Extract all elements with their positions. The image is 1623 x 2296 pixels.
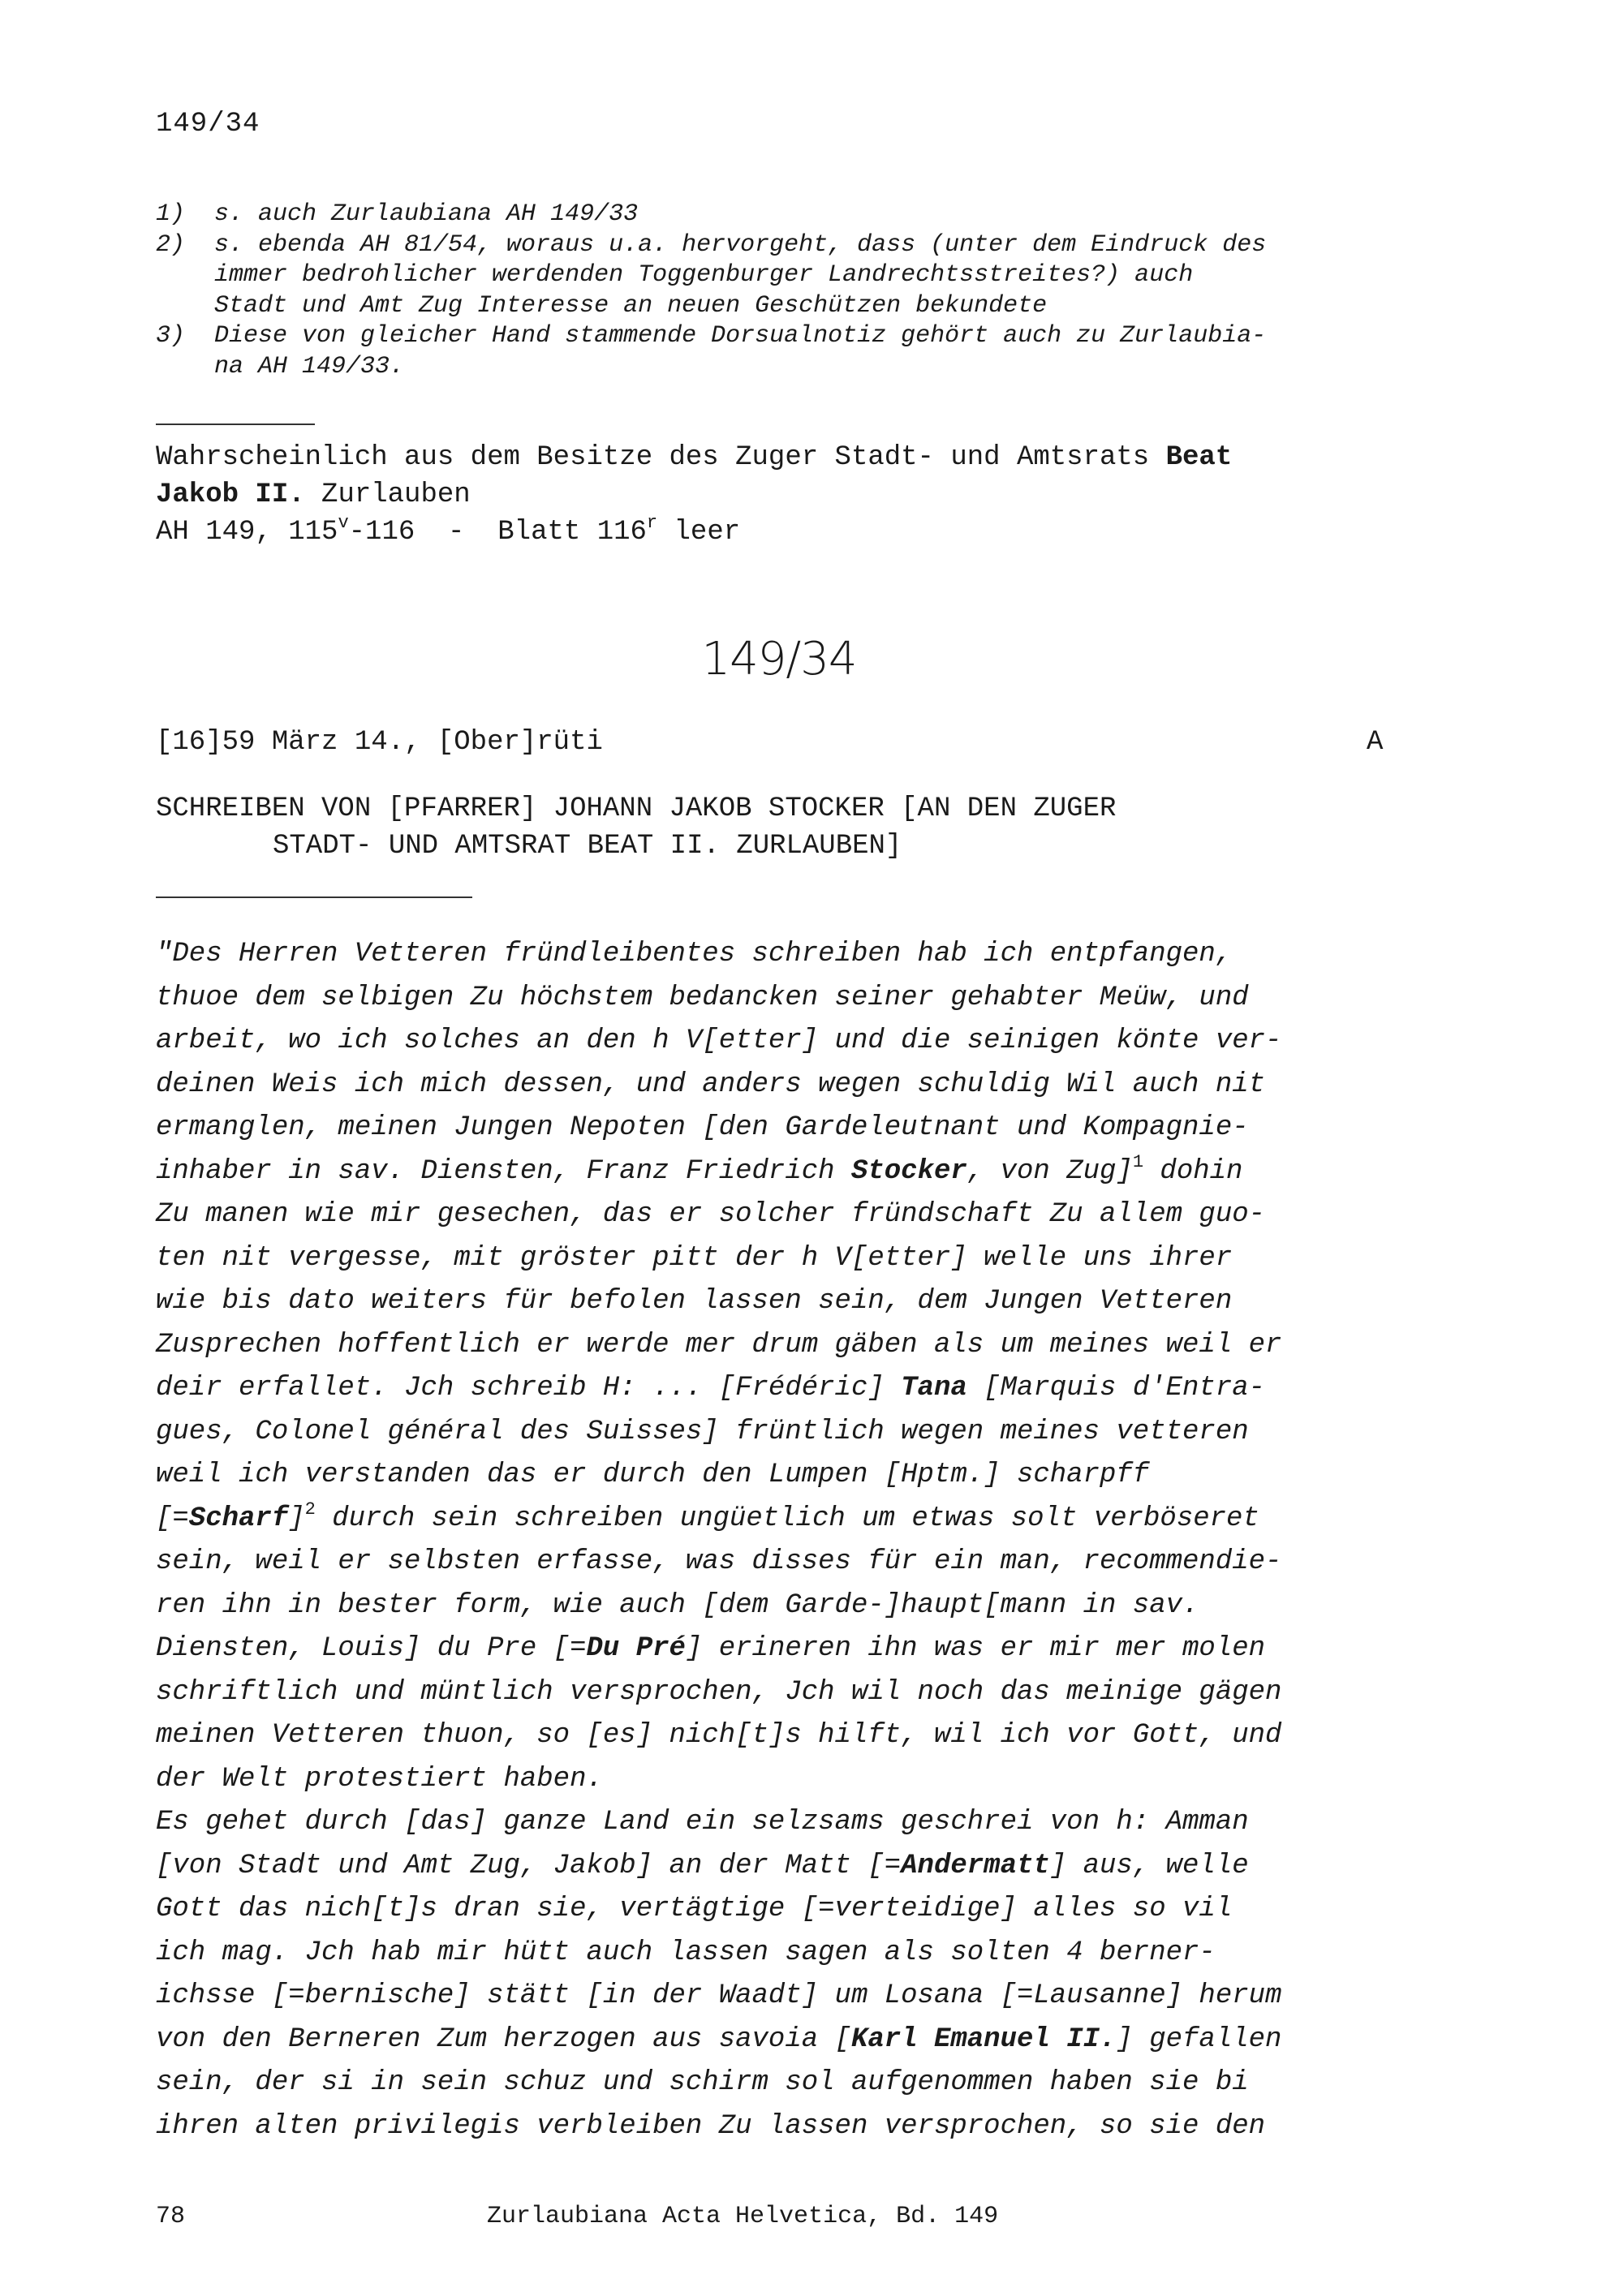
footnote [156, 230, 1422, 322]
transcription-line [156, 1627, 1422, 1671]
text-segment: [von Stadt und Amt Zug, Jakob] an der Matt [= [156, 1850, 902, 1881]
transcription-line [156, 1584, 1422, 1628]
text-segment: inhaber in sav. Diensten, Franz Friedrich [156, 1155, 851, 1187]
transcription-line [156, 933, 1422, 977]
text-segment: der Welt protestiert haben. [156, 1763, 603, 1795]
transcription-line [156, 1107, 1422, 1150]
provenance-text: Zurlauben [304, 479, 471, 510]
text-segment: thuoe dem selbigen Zu höchstem bedancken seiner gehabter Meüw, und [156, 982, 1249, 1013]
transcription-line [156, 1714, 1422, 1758]
transcription-line [156, 1020, 1422, 1064]
provenance-name: Jakob II. [156, 479, 305, 510]
footnote-number: 3) [156, 322, 186, 350]
footnote-text: s. ebenda AH 81/54, woraus u.a. hervorgeht, dass (unter dem Eindruck des immer bedrohlicher werdenden Toggenburger Landrechtsstreites?) auch Stadt und Amt Zug Interesse an neuen Geschützen bekundete [214, 230, 1267, 320]
transcription-line [156, 1671, 1422, 1715]
text-segment: von den Berneren Zum herzogen aus savoia [ [156, 2023, 851, 2055]
footnote [156, 321, 1422, 382]
text-segment: Gott das nich[t]s dran sie, vertägtige [=verteidige] alles so vil [156, 1894, 1233, 1924]
text-segment: weil ich verstanden das er durch den Lumpen [Hptm.] scharpff [156, 1460, 1150, 1490]
transcription-line [156, 2062, 1422, 2105]
regest-line: STADT- UND AMTSRAT BEAT II. ZURLAUBEN] [273, 831, 902, 862]
regest-divider [156, 896, 472, 898]
text-segment: deir erfallet. Jch schreib H: ... [Frédéric] [156, 1373, 902, 1404]
text-segment: ren ihn in bester form, wie auch [dem Garde-]haupt[mann in sav. [156, 1589, 1199, 1621]
transcription-line [156, 1324, 1422, 1368]
footnote-divider [156, 424, 315, 425]
archive-ref-part: leer [657, 517, 741, 548]
page-number: 78 [156, 2203, 186, 2230]
provenance-text: Wahrscheinlich aus dem Besitze des Zuger Stadt- und Amtsrats [156, 442, 1166, 473]
text-segment: ] aus, welle [1049, 1850, 1249, 1881]
text-segment: ] gefallen [1116, 2023, 1282, 2055]
transcription-line [156, 1975, 1422, 2019]
transcription-line [156, 1064, 1422, 1107]
transcription-line [156, 1237, 1422, 1281]
transcription-line [156, 1367, 1422, 1411]
folio-verso-mark: v [338, 513, 349, 533]
transcription-line [156, 1801, 1422, 1845]
transcription-line [156, 1150, 1422, 1194]
text-segment: sein, weil er selbsten erfasse, was disses für ein man, recommendie- [156, 1546, 1282, 1577]
text-segment: ] [288, 1503, 305, 1534]
text-segment: "Des Herren Vetteren fründleibentes schreiben hab ich entpfangen, [156, 939, 1233, 970]
text-segment: ihren alten privilegis verbleiben Zu lassen versprochen, so sie den [156, 2110, 1266, 2142]
text-segment: schriftlich und müntlich versprochen, Jch wil noch das meinige gägen [156, 1676, 1282, 1708]
footnote-text: Diese von gleicher Hand stammende Dorsualnotiz gehört auch zu Zurlaubia- na AH 149/33. [214, 322, 1267, 381]
provenance-note [156, 439, 1232, 551]
text-segment: , von Zug] [966, 1155, 1133, 1187]
emphasized-name: Scharf [188, 1503, 289, 1534]
provenance-name: Beat [1165, 442, 1233, 473]
date-place-line: [16]59 März 14., [Ober]rüti [156, 727, 603, 758]
transcription-line [156, 1411, 1422, 1455]
provenance-line [156, 476, 1232, 514]
archive-ref-part: AH 149, 115 [156, 517, 338, 548]
text-segment: meinen Vetteren thuon, so [es] nich[t]s hilft, wil ich vor Gott, und [156, 1720, 1282, 1751]
transcription-line [156, 1845, 1422, 1889]
emphasized-name: Stocker [850, 1155, 967, 1187]
text-segment: arbeit, wo ich solches an den h V[etter] und die seinigen könte ver- [156, 1025, 1282, 1056]
document-type-marker: A [1367, 727, 1384, 758]
transcription-line [156, 1280, 1422, 1324]
folio-recto-mark: r [646, 513, 658, 533]
text-segment: deinen Weis ich mich dessen, und anders wegen schuldig Wil auch nit [156, 1068, 1266, 1100]
footnote-number: 1) [156, 200, 186, 228]
document-number: 149/34 [701, 633, 857, 686]
transcription-line [156, 1758, 1422, 1802]
text-segment: [Marquis d'Entra- [966, 1373, 1266, 1404]
footnote-number: 2) [156, 230, 186, 259]
archive-ref-part: -116 - Blatt 116 [348, 517, 647, 548]
transcription-line [156, 1541, 1422, 1584]
text-segment: sein, der si in sein schuz und schirm sol aufgenommen haben sie bi [156, 2067, 1249, 2098]
transcription-line [156, 1932, 1422, 1976]
text-segment: [= [156, 1503, 189, 1534]
text-segment: ichsse [=bernische] stätt [in der Waadt] um Losana [=Lausanne] herum [156, 1980, 1282, 2011]
transcription-line [156, 1498, 1422, 1541]
emphasized-name: Du Pré [586, 1633, 686, 1664]
transcription-line [156, 1193, 1422, 1237]
text-segment: ermanglen, meinen Jungen Nepoten [den Gardeleutnant und Kompagnie- [156, 1112, 1249, 1143]
archive-reference [156, 514, 1232, 551]
footnote [156, 200, 1422, 230]
text-segment: ] erineren ihn was er mir mer molen [685, 1633, 1266, 1664]
text-segment: durch sein schreiben ungüetlich um etwas solt verböseret [315, 1503, 1259, 1534]
transcription-line [156, 1454, 1422, 1498]
emphasized-name: Tana [901, 1373, 967, 1404]
document-regest [156, 790, 1116, 865]
publication-title: Zurlaubiana Acta Helvetica, Bd. 149 [487, 2203, 999, 2230]
footnote-reference: 2 [304, 1498, 316, 1520]
transcription-line [156, 2019, 1422, 2062]
text-segment: Es gehet durch [das] ganze Land ein selzsams geschrei von h: Amman [156, 1807, 1249, 1838]
footnotes [156, 200, 1422, 382]
footnote-reference: 1 [1132, 1151, 1144, 1172]
text-segment: Zusprechen hoffentlich er werde mer drum gäben als um meines weil er [156, 1329, 1282, 1361]
letter-transcription [156, 933, 1422, 2148]
text-segment: Zu manen wie mir gesechen, das er solcher fründschaft Zu allem guo- [156, 1199, 1266, 1230]
text-segment: dohin [1143, 1155, 1243, 1187]
footnote-text: s. auch Zurlaubiana AH 149/33 [214, 200, 639, 228]
text-segment: ten nit vergesse, mit gröster pitt der h V[etter] welle uns ihrer [156, 1242, 1233, 1274]
regest-line: SCHREIBEN VON [PFARRER] JOHANN JAKOB STOCKER [AN DEN ZUGER [156, 793, 1117, 824]
text-segment: wie bis dato weiters für befolen lassen sein, dem Jungen Vetteren [156, 1286, 1233, 1317]
emphasized-name: Karl Emanuel II. [850, 2023, 1117, 2055]
transcription-line [156, 977, 1422, 1021]
page-footer [156, 2203, 999, 2230]
text-segment: gues, Colonel général des Suisses] früntlich wegen meines vetteren [156, 1416, 1249, 1447]
transcription-line [156, 1888, 1422, 1932]
transcription-line [156, 2105, 1422, 2149]
text-segment: ich mag. Jch hab mir hütt auch lassen sagen als solten 4 berner- [156, 1937, 1216, 1968]
text-segment: Diensten, Louis] du Pre [= [156, 1633, 587, 1664]
page-header-reference: 149/34 [156, 109, 260, 140]
emphasized-name: Andermatt [901, 1850, 1050, 1881]
provenance-line [156, 439, 1232, 476]
